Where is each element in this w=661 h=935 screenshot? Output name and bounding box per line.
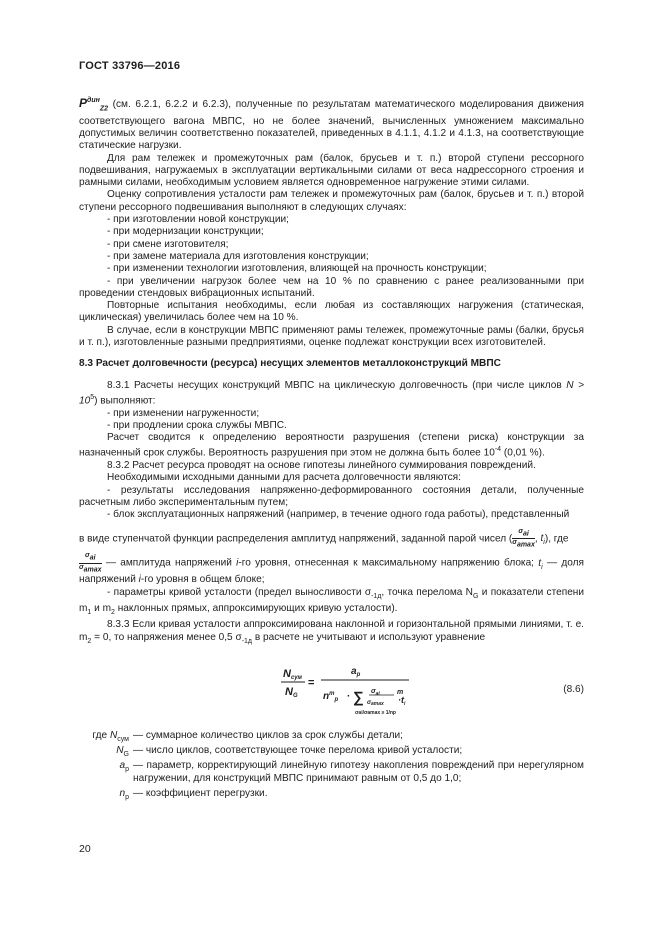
paragraph: Оценку сопротивления усталости рам тележек и промежуточных рам (балок, брусьев и т. п.) второй ступени рессорного подвешивания выполняют в следующих случаях: [79, 189, 584, 213]
sigma-ai-num: $\sigma_{ai}$ [371, 687, 380, 697]
svg-text:ap: $a_p$ [351, 665, 361, 678]
formula-graphic [79, 652, 584, 726]
list-item: - параметры кривой усталости (предел выносливости $\sigma_{-1д}$, точка перелома $N_G$ и показатели степени $m_1$ и $m_2$ наклонных прямых, аппроксимирующих кривую усталости). [79, 586, 585, 616]
stress-ratio-fraction: $\frac{\sigma_{ai}}{\sigma_{amax}}$ [512, 527, 535, 549]
paragraph: Для рам тележек и промежуточных рам (балок, брусьев и т. п.) второй ступени рессорного подвешивания, нагружаемых в эксплуатации вертикальными силами от веса надрессорного строения и рамными силами, необходимым условием является одновременное нагружение этими силами. [79, 152, 584, 189]
formula-number: (8.6) [563, 683, 584, 695]
definition-item: где $N_{сум}$ — суммарное количество циклов за срок службы детали; [92, 729, 403, 743]
list-item: - при изменении технологии изготовления, влияющей на прочность конструкции; [107, 263, 487, 275]
paragraph: В случае, если в конструкции МВПС применяют рамы тележек, промежуточные рамы (балки, брусья и т. п.), изготовленные разными предприятиями, оценке подлежат конструкции всех изготовителей. [79, 324, 584, 349]
page-number: 20 [79, 843, 91, 855]
list-item: - при модернизации конструкции; [107, 226, 264, 238]
stress-ratio-fraction: $\frac{\sigma_{ai}}{\sigma_{amax}}$ [79, 552, 102, 574]
equals-sign: = [308, 676, 315, 689]
paragraph: 8.3.2 Расчет ресурса проводят на основе гипотезы линейного суммирования повреждений. [107, 460, 536, 472]
list-item: - при изготовлении новой конструкции; [107, 214, 289, 226]
definition-item: $n_p$ — коэффициент перегрузки. [119, 788, 268, 802]
svg-text:NG: NG [285, 685, 298, 699]
paragraph: в виде ступенчатой функции распределения амплитуд напряжений, заданной парой чисел ( $\frac{\sigma_{ai}}{\sigma_{amax}}$ , $t_i$), где [79, 527, 569, 549]
t-i: $\cdot t_i$ [398, 694, 406, 707]
svg-text:Nсум: Nсум [283, 667, 302, 681]
exponent-m: m [397, 688, 404, 696]
formula-lhs-numerator: N [283, 667, 291, 680]
list-item: - при замене материала для изготовления конструкции; [107, 250, 369, 262]
formula-rhs-numerator: a [351, 665, 357, 677]
dynamic-load-symbol: $P^{дин}_{Z2}$ [79, 96, 109, 113]
paragraph: 8.3.3 Если кривая усталости аппроксимирована наклонной и горизонтальной прямыми линиями, т. е. $m_2 = 0$, то напряжения менее 0,5 $\sigma_{-1д}$ в расчете не учитывают и используют уравнение [79, 619, 584, 645]
paragraph: 8.3.1 Расчеты несущих конструкций МВПС на циклическую долговечность (при числе циклов $N > 10^5$) выполняют: [79, 379, 584, 407]
paragraph: Повторные испытания необходимы, если любая из составляющих нагружения (статическая, циклическая) увеличилась более чем на 10 %. [79, 300, 584, 324]
list-item: - при изменении нагруженности; [107, 407, 260, 419]
definition-item: $a_p$ — параметр, корректирующий линейную гипотезу накопления повреждений при нерегулярном нагружении, для конструкций МВПС принимают равным от 0,5 до 1,0; [119, 760, 584, 784]
list-item: - результаты исследования напряженно-деформированного состояния детали, полученные расчетным либо экспериментальным путем; [79, 484, 584, 509]
sigma-amax-den: σamax [367, 699, 384, 707]
standard-header: ГОСТ 33796—2016 [79, 60, 181, 72]
list-item: - при продлении срока службы МВПС. [107, 419, 287, 431]
list-item: - при смене изготовителя; [107, 238, 229, 250]
formula-lhs-denominator: N [285, 685, 293, 698]
paragraph: Расчет сводится к определению вероятности разрушения (степени риска) конструкции за назначенный срок службы. Вероятность разрушения при этом не должна быть более $10^{-4}$ (0,01 %). [79, 432, 584, 459]
paragraph: $\frac{\sigma_{ai}}{\sigma_{amax}}$ — амплитуда напряжений i-го уровня, отнесенная к максимальному напряжению блока; $t_i$ — доля напряжений i-го уровня в общем блоке; [79, 552, 584, 586]
dot-operator: · [347, 690, 351, 702]
definition-item: $N_G$ — число циклов, соответствующее точке перелома кривой усталости; [116, 745, 463, 759]
paragraph: Необходимыми исходными данными для расчета долговечности являются: [107, 472, 461, 484]
sum-sign: ∑ [353, 688, 364, 706]
list-item: - блок эксплуатационных напряжений (например, в течение одного года работы), представленный [107, 509, 570, 521]
paragraph: $P^{дин}_{Z2}$ (см. 6.2.1, 6.2.2 и 6.2.3), полученные по результатам математического моделирования движения соответствующего вагона МВПС, но не более значений, вычисленных умножением максимально допустимых величин соответственно показателей, приведенных в 4.1.1, 4.1.2 и 4.1.3, на соответствующие статические нагрузки. [79, 96, 584, 152]
document-body [79, 95, 584, 800]
sum-limits: σai/σamax ≥ 1/np [355, 709, 396, 716]
section-heading: 8.3 Расчет долговечности (ресурса) несущих элементов металлоконструкций МВПС [79, 358, 501, 370]
formula-8-6 [79, 652, 584, 726]
list-item: - при увеличении нагрузок более чем на 10 % по сравнению с ранее реализованными при проведении стендовых вибрационных испытаний. [79, 275, 584, 299]
n-p-m: $n^m_p$ [323, 690, 339, 703]
